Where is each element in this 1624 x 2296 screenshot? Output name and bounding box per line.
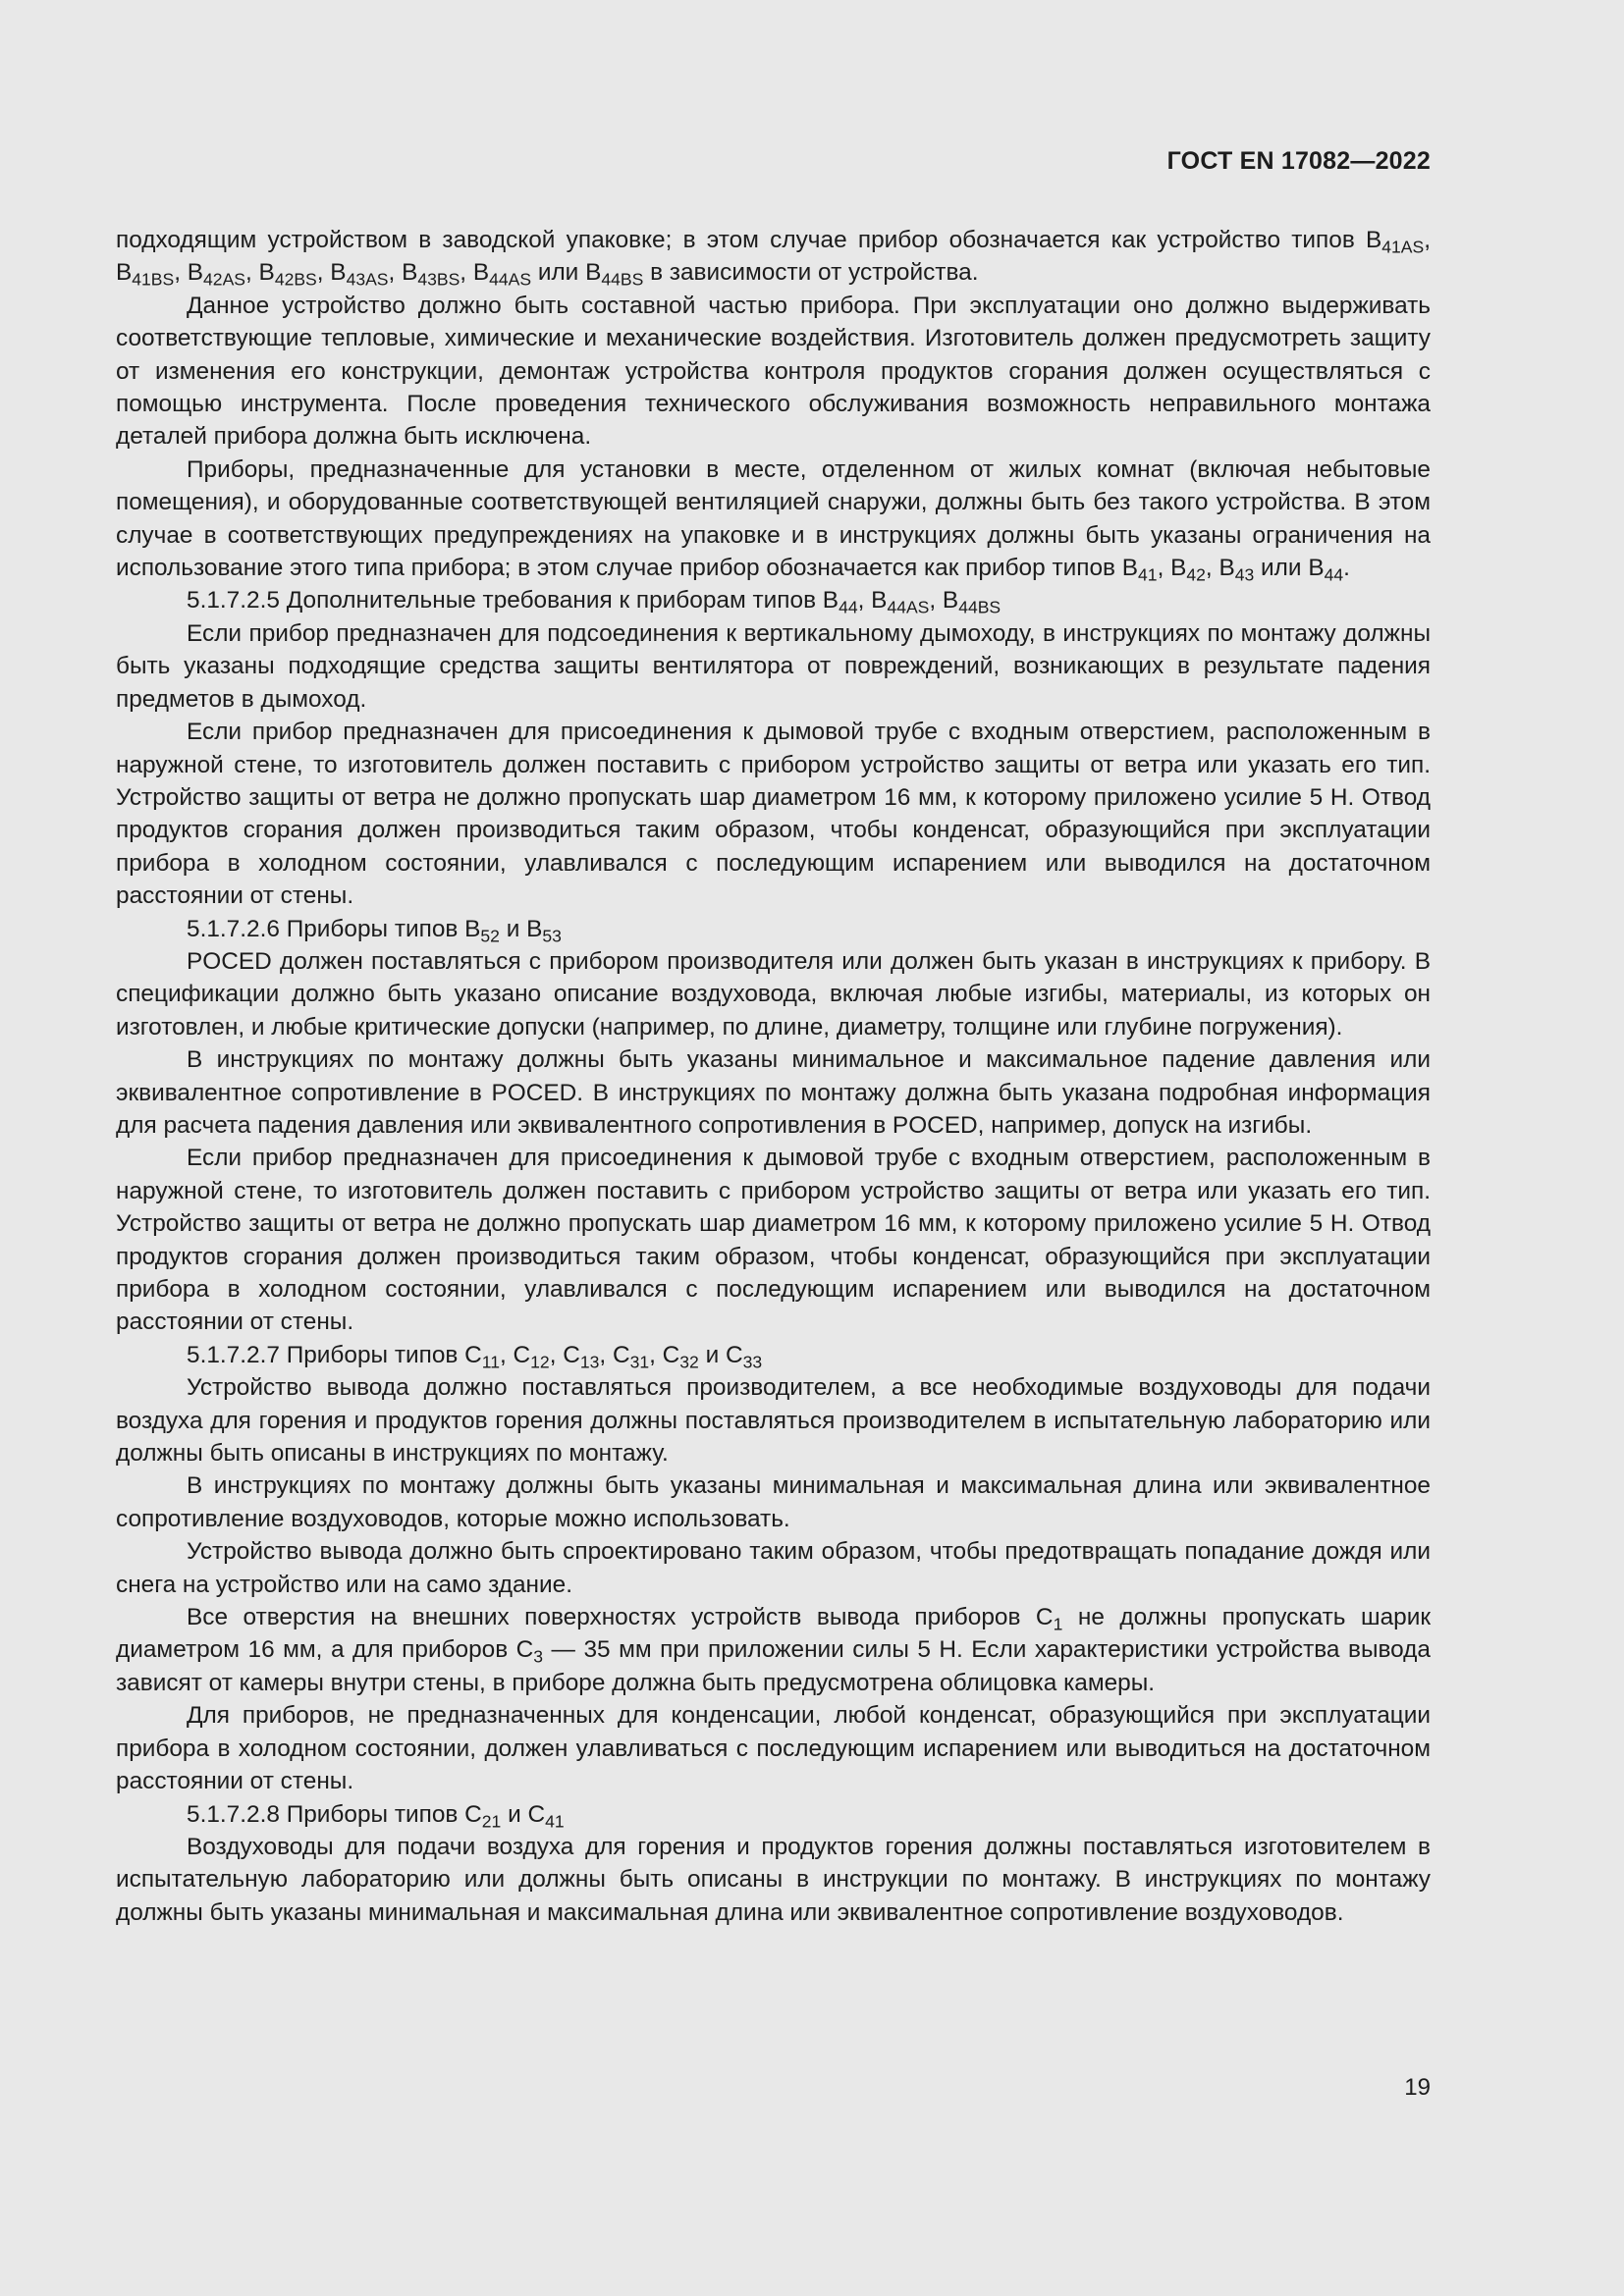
- text-run: подходящим устройством в заводской упаковке; в этом случае прибор обозначается как устройство типов B: [116, 227, 1382, 253]
- paragraph: [116, 454, 1431, 585]
- page-number: 19: [1404, 2074, 1431, 2101]
- text-run: Если прибор предназначен для подсоединения к вертикальному дымоходу, в инструкциях по монтажу должны быть указаны подходящие средства защиты вентилятора от повреждений, возникающих в результате падения предметов в дымоход.: [116, 619, 1431, 713]
- paragraph: [116, 1339, 1431, 1371]
- text-run: Если прибор предназначен для присоединения к дымовой трубе с входным отверстием, расположенным в наружной стене, то изготовитель должен поставить с прибором устройство защиты от ветра или указать его тип. Устройство защиты от ветра не должно пропускать шар диаметром 16 мм, к которому приложено усилие 5 Н. Отвод продуктов сгорания должен производиться таким образом, чтобы конденсат, образующийся при эксплуатации прибора в холодном состоянии, улавливался с последующим испарением или выводился на достаточном расстоянии от стены.: [116, 1145, 1431, 1336]
- text-run: Данное устройство должно быть составной частью прибора. При эксплуатации оно должно выдерживать соответствующие тепловые, химические и механические воздействия. Изготовитель должен предусмотреть защиту от изменения его конструкции, демонтаж устройства контроля продуктов сгорания должен осуществляться с помощью инструмента. После проведения технического обслуживания возможность неправильного монтажа деталей прибора должна быть исключена.: [116, 292, 1431, 451]
- text-run: В инструкциях по монтажу должны быть указаны минимальное и максимальное падение давления или эквивалентное сопротивление в POCED. В инструкциях по монтажу должна быть указана подробная информация для расчета падения давления или эквивалентного сопротивления в POCED, например, допуск на изгибы.: [116, 1046, 1431, 1139]
- subscript: 33: [742, 1352, 763, 1372]
- text-run: Устройство вывода должно поставляться производителем, а все необходимые воздуховоды для подачи воздуха для горения и продуктов горения должны поставляться производителем в испытательную лабораторию или должны быть описаны в инструкциях по монтажу.: [116, 1374, 1431, 1468]
- paragraph: [116, 1142, 1431, 1338]
- text-run: , B: [1205, 555, 1235, 582]
- subscript: 44BS: [958, 597, 1001, 617]
- paragraph: [116, 716, 1431, 912]
- text-run: , B: [388, 259, 418, 287]
- text-run: 5.1.7.2.6 Приборы типов B: [187, 915, 481, 942]
- subscript: 44AS: [489, 269, 532, 290]
- text-run: Если прибор предназначен для присоединения к дымовой трубе с входным отверстием, расположенным в наружной стене, то изготовитель должен поставить с прибором устройство защиты от ветра или указать его тип. Устройство защиты от ветра не должно пропускать шар диаметром 16 мм, к которому приложено усилие 5 Н. Отвод продуктов сгорания должен производиться таким образом, чтобы конденсат, образующийся при эксплуатации прибора в холодном состоянии, улавливался с последующим испарением или выводился на достаточном расстоянии от стены.: [116, 719, 1431, 910]
- subscript: 41BS: [132, 269, 175, 290]
- text-run: , B: [929, 587, 959, 614]
- subscript: 11: [481, 1352, 500, 1372]
- text-run: , C: [499, 1341, 531, 1368]
- text-run: или B: [1254, 555, 1325, 582]
- paragraph: [116, 1535, 1431, 1601]
- text-run: не должны пропускать шарик диаметром 16 мм, а для приборов C: [116, 1604, 1431, 1664]
- text-run: — 35 мм при приложении силы 5 Н. Если характеристики устройства вывода зависят от камеры внутри стены, в приборе должна быть предусмотрена облицовка камеры.: [116, 1636, 1431, 1696]
- text-run: , B: [116, 227, 1431, 287]
- paragraph: [116, 290, 1431, 454]
- subscript: 41: [1138, 564, 1158, 585]
- paragraph: [116, 584, 1431, 616]
- text-run: , B: [1157, 555, 1187, 582]
- subscript: 44: [1324, 564, 1344, 585]
- subscript: 1: [1053, 1614, 1063, 1634]
- text-run: , C: [649, 1341, 680, 1368]
- text-run: POCED должен поставляться с прибором производителя или должен быть указан в инструкциях к прибору. В спецификации должно быть указано описание воздуховода, включая любые изгибы, материалы, из которых он изготовлен, и любые критические допуски (например, по длине, диаметру, толщине или глубине погружения).: [116, 947, 1431, 1041]
- subscript: 44AS: [887, 597, 930, 617]
- text-run: в зависимости от устройства.: [643, 259, 979, 287]
- text-run: Устройство вывода должно быть спроектировано таким образом, чтобы предотвращать попадание дождя или снега на устройство или на само здание.: [116, 1538, 1431, 1598]
- text-run: .: [1343, 555, 1350, 582]
- subscript: 42: [1186, 564, 1206, 585]
- subscript: 13: [579, 1352, 600, 1372]
- paragraph: [116, 617, 1431, 716]
- subscript: 12: [530, 1352, 550, 1372]
- subscript: 52: [480, 925, 500, 945]
- text-run: , B: [460, 259, 490, 287]
- text-run: , C: [599, 1341, 630, 1368]
- text-run: или B: [531, 259, 602, 287]
- subscript: 43: [1234, 564, 1255, 585]
- paragraph: [116, 1699, 1431, 1797]
- text-run: , C: [549, 1341, 580, 1368]
- subscript: 43AS: [346, 269, 389, 290]
- text-run: Все отверстия на внешних поверхностях устройств вывода приборов C: [187, 1604, 1054, 1631]
- text-run: 5.1.7.2.7 Приборы типов C: [187, 1341, 482, 1368]
- text-run: 5.1.7.2.5 Дополнительные требования к приборам типов B: [187, 587, 839, 614]
- text-run: В инструкциях по монтажу должны быть указаны минимальная и максимальная длина или эквивалентное сопротивление воздуховодов, которые можно использовать.: [116, 1472, 1431, 1532]
- text-run: и C: [501, 1800, 546, 1828]
- paragraph: [116, 913, 1431, 945]
- subscript: 31: [629, 1352, 650, 1372]
- paragraph: [116, 1798, 1431, 1831]
- paragraph: [116, 1601, 1431, 1699]
- document-body: [116, 224, 1431, 1929]
- subscript: 3: [533, 1646, 544, 1667]
- subscript: 42AS: [203, 269, 245, 290]
- paragraph: [116, 224, 1431, 290]
- paragraph: [116, 1371, 1431, 1469]
- paragraph: [116, 1043, 1431, 1142]
- text-run: , B: [174, 259, 204, 287]
- paragraph: [116, 1831, 1431, 1929]
- text-run: , B: [316, 259, 347, 287]
- subscript: 41AS: [1381, 237, 1425, 257]
- subscript: 44BS: [601, 269, 644, 290]
- subscript: 32: [679, 1352, 699, 1372]
- text-run: , B: [857, 587, 888, 614]
- text-run: и C: [698, 1341, 743, 1368]
- text-run: 5.1.7.2.8 Приборы типов C: [187, 1800, 482, 1828]
- subscript: 21: [481, 1810, 502, 1831]
- subscript: 41: [545, 1810, 565, 1831]
- paragraph: [116, 945, 1431, 1043]
- subscript: 44: [839, 597, 858, 617]
- subscript: 42BS: [274, 269, 317, 290]
- paragraph: [116, 1469, 1431, 1535]
- text-run: , B: [244, 259, 275, 287]
- subscript: 43BS: [417, 269, 460, 290]
- document-header: ГОСТ EN 17082—2022: [1166, 147, 1431, 175]
- text-run: и B: [499, 915, 543, 942]
- subscript: 53: [542, 925, 562, 945]
- text-run: Приборы, предназначенные для установки в месте, отделенном от жилых комнат (включая небытовые помещения), и оборудованные соответствующей вентиляцией снаружи, должны быть без такого устройства. В этом случае в соответствующих предупреждениях на упаковке и в инструкциях должны быть указаны ограничения на использование этого типа прибора; в этом случае прибор обозначается как прибор типов B: [116, 455, 1431, 582]
- text-run: Воздуховоды для подачи воздуха для горения и продуктов горения должны поставляться изготовителем в испытательную лабораторию или должны быть описаны в инструкции по монтажу. В инструкциях по монтажу должны быть указаны минимальная и максимальная длина или эквивалентное сопротивление воздуховодов.: [116, 1833, 1431, 1926]
- text-run: Для приборов, не предназначенных для конденсации, любой конденсат, образующийся при эксплуатации прибора в холодном состоянии, должен улавливаться с последующим испарением или выводиться на достаточном расстоянии от стены.: [116, 1702, 1431, 1795]
